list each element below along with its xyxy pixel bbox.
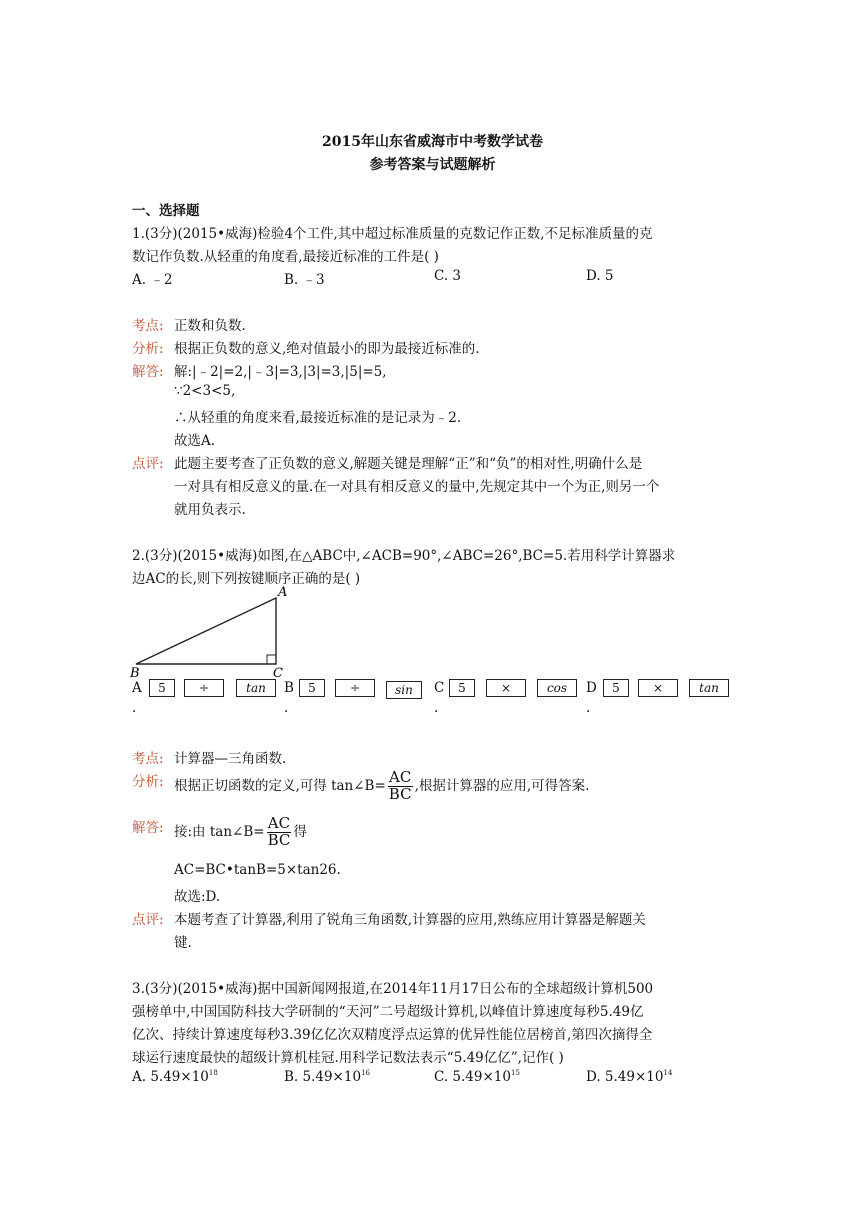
option-value: C. 5.49×10 [434,1069,511,1085]
q2-fenxi-label: 分析: [132,774,164,790]
q3-stem-line: 3.(3分)(2015•威海)据中国新闻网报道,在2014年11月17日公布的全球超级计算机500 [132,981,654,997]
q1-option-d: D. 5 [586,268,614,284]
q1-dianping-line: 就用负表示. [174,502,246,518]
jieda-text-post: 得 [293,823,307,840]
q2-option-dot: . [434,700,439,716]
q2-option-d-letter: D [586,680,597,696]
q1-option-b: B. ﹣3 [284,272,325,288]
vertex-c-label: C [273,666,283,678]
q1-kaodian-label: 考点: [132,318,164,334]
q1-jieda-line: ∴从轻重的角度来看,最接近标准的是记录为﹣2. [174,410,462,426]
q1-jieda-label: 解答: [132,364,164,380]
q1-stem-line1: 1.(3分)(2015•威海)检验4个工件,其中超过标准质量的克数记作正数,不足标准质量的克 [132,226,653,242]
q1-dianping-line: 一对具有相反意义的量.在一对具有相反意义的量中,先规定其中一个为正,则另一个 [174,479,660,495]
q1-stem-line2: 数记作负数.从轻重的角度看,最接近标准的工件是( ) [132,249,439,265]
key-5: 5 [449,679,475,697]
triangle-figure [128,582,293,678]
option-value: B. 5.49×10 [284,1069,362,1085]
fraction-ac-bc [267,816,292,849]
q1-jieda-line: 解:|﹣2|=2,|﹣3|=3,|3|=3,|5|=5, [174,364,387,380]
q1-kaodian: 正数和负数. [174,318,246,334]
q2-option-a-letter: A [132,680,142,696]
key-divide: ÷ [335,679,375,697]
fraction-denominator: BC [267,830,291,849]
q1-fenxi-label: 分析: [132,341,164,357]
fenxi-text-pre: 根据正切函数的定义,可得 tan∠B= [174,777,386,794]
q1-jieda-line: ∵2<3<5, [174,383,236,399]
key-multiply: × [486,679,526,697]
page-title: 2015年山东省威海市中考数学试卷 [322,134,543,150]
option-exponent: 18 [208,1069,218,1077]
q3-stem-line: 球运行速度最快的超级计算机桂冠.用科学记数法表示“5.49亿亿”,记作( ) [132,1050,564,1066]
q2-jieda-label: 解答: [132,820,164,836]
q3-option-a [132,1069,218,1085]
q2-dianping-label: 点评: [132,912,164,928]
q2-option-c-letter: C [434,680,445,696]
key-5: 5 [603,679,629,697]
key-sin: sin [386,681,422,699]
fraction-denominator: BC [388,784,412,803]
q2-option-dot: . [284,700,289,716]
fenxi-text-post: ,根据计算器的应用,可得答案. [414,777,590,794]
q2-option-dot: . [586,700,591,716]
fraction-numerator: AC [389,768,412,786]
q3-option-d [586,1069,672,1085]
key-tan: tan [236,679,276,697]
q1-dianping-line: 此题主要考查了正负数的意义,解题关键是理解“正”和“负”的相对性,明确什么是 [174,456,643,472]
q2-kaodian: 计算器—三角函数. [174,751,287,767]
q1-option-a: A. ﹣2 [132,272,173,288]
q3-stem-line: 亿次、持续计算速度每秒3.39亿亿次双精度浮点运算的优异性能位居榜首,第四次摘得全 [132,1027,653,1043]
fraction-ac-bc [388,770,413,803]
key-5: 5 [299,679,325,697]
q1-option-c: C. 3 [434,268,462,284]
fraction-numerator: AC [267,814,291,832]
section-heading: 一、选择题 [132,203,200,219]
q1-fenxi: 根据正负数的意义,绝对值最小的即为最接近标准的. [174,341,480,357]
q2-dianping-line: 键. [174,935,192,951]
option-value: A. 5.49×10 [132,1069,209,1085]
key-multiply: × [638,679,678,697]
key-divide: ÷ [184,679,224,697]
q1-dianping-label: 点评: [132,456,164,472]
option-exponent: 15 [510,1069,520,1077]
q2-fenxi [174,770,589,803]
q2-option-dot: . [132,700,137,716]
q3-option-b [284,1069,370,1085]
key-tan: tan [689,679,729,697]
vertex-a-label: A [278,585,288,600]
jieda-text-pre: 接:由 tan∠B= [174,823,265,840]
page-subtitle: 参考答案与试题解析 [369,157,496,173]
option-exponent: 16 [361,1069,370,1077]
option-value: D. 5.49×10 [586,1069,664,1085]
q2-jieda [174,816,307,849]
q2-dianping-line: 本题考查了计算器,利用了锐角三角函数,计算器的应用,熟练应用计算器是解题关 [174,912,646,928]
q2-stem-line1: 2.(3分)(2015•威海)如图,在△ABC中,∠ACB=90°,∠ABC=26°,BC=5.若用科学计算器求 [132,548,676,564]
q3-option-c [434,1069,520,1085]
key-cos: cos [537,679,577,697]
key-5: 5 [149,679,175,697]
q2-kaodian-label: 考点: [132,751,164,767]
q3-stem-line: 强榜单中,中国国防科技大学研制的“天河”二号超级计算机,以峰值计算速度每秒5.49亿 [132,1004,644,1020]
q2-jieda-line: 故选:D. [174,889,221,905]
q1-jieda-line: 故选A. [174,433,216,449]
option-exponent: 14 [663,1069,673,1077]
q2-option-b-letter: B [284,680,294,696]
q2-stem-line2: 边AC的长,则下列按键顺序正确的是( ) [132,571,361,587]
q2-jieda-line: AC=BC•tanB=5×tan26. [174,862,341,878]
vertex-b-label: B [130,666,140,678]
